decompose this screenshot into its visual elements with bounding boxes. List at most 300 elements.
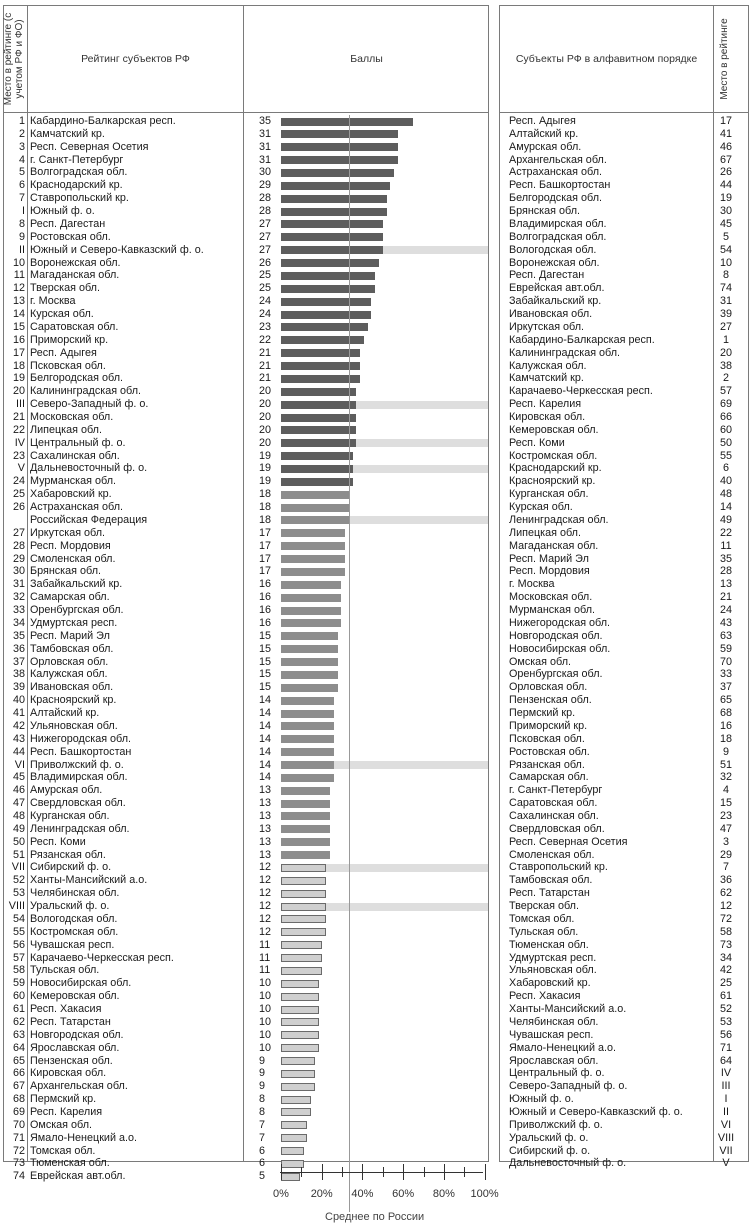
row-score: 17	[259, 539, 272, 552]
alpha-list-item	[0, 810, 756, 823]
axis-minor-tick	[424, 1167, 425, 1177]
row-score: 15	[259, 629, 272, 642]
row-score: 12	[259, 912, 272, 925]
row-score: 10	[259, 977, 272, 990]
row-rank: 73	[12, 1157, 25, 1170]
row-score: 15	[259, 655, 272, 668]
row-name: Саратовская обл.	[30, 320, 119, 333]
row-rank: 41	[12, 707, 25, 720]
row-score: 18	[259, 501, 272, 514]
row-rank: 5	[18, 166, 25, 179]
row-score: 7	[259, 1131, 266, 1144]
alpha-name: Смоленская обл.	[509, 848, 595, 861]
row-name: Ленинградская обл.	[30, 822, 130, 835]
axis-tick-label: 40%	[351, 1188, 374, 1200]
alpha-rank: 39	[719, 308, 732, 321]
row-score: 21	[259, 346, 272, 359]
alpha-name: Московская обл.	[509, 591, 593, 604]
alpha-list-item	[0, 411, 756, 424]
alpha-name: Ямало-Ненецкий а.о.	[509, 1041, 616, 1054]
alpha-rank: 36	[719, 874, 732, 887]
row-score: 10	[259, 1003, 272, 1016]
row-rank: 54	[12, 912, 25, 925]
row-score: 19	[259, 475, 272, 488]
row-rank: 29	[12, 552, 25, 565]
alpha-name: Калининградская обл.	[509, 346, 621, 359]
alpha-list-item	[0, 887, 756, 900]
row-rank: 10	[12, 256, 25, 269]
alpha-list-item	[0, 733, 756, 746]
alpha-rank: 73	[719, 938, 732, 951]
row-name: Респ. Дагестан	[30, 217, 106, 230]
alpha-rank: 72	[719, 912, 732, 925]
row-score: 23	[259, 320, 272, 333]
row-rank: 16	[12, 333, 25, 346]
axis-minor-tick	[301, 1167, 302, 1177]
row-score: 11	[259, 938, 271, 951]
row-rank: 11	[13, 269, 25, 282]
row-rank: 8	[18, 217, 25, 230]
alpha-name: Приморский кр.	[509, 719, 588, 732]
score-bar	[281, 1173, 300, 1181]
alpha-rank: III	[721, 1080, 731, 1093]
alpha-list-item	[0, 231, 756, 244]
row-rank: 50	[12, 835, 25, 848]
row-rank: 66	[12, 1067, 25, 1080]
row-score: 28	[259, 192, 272, 205]
row-score: 13	[259, 835, 272, 848]
alpha-list-item	[0, 591, 756, 604]
row-rank: 68	[12, 1093, 25, 1106]
alpha-rank: 74	[719, 282, 732, 295]
alpha-name: Тверская обл.	[509, 900, 579, 913]
alpha-name: Респ. Дагестан	[509, 269, 585, 282]
alpha-name: Чувашская респ.	[509, 1028, 594, 1041]
row-rank: 31	[12, 578, 25, 591]
row-name: Липецкая обл.	[30, 423, 102, 436]
row-score: 21	[259, 359, 272, 372]
row-rank: 60	[12, 990, 25, 1003]
alpha-list-item	[0, 746, 756, 759]
alpha-name: Хабаровский кр.	[509, 977, 591, 990]
row-name: Оренбургская обл.	[30, 604, 124, 617]
row-name: Краснодарский кр.	[30, 179, 123, 192]
row-name: Ульяновская обл.	[30, 719, 118, 732]
alpha-name: Тульская обл.	[509, 925, 579, 938]
row-score: 14	[259, 745, 272, 758]
alpha-name: Удмуртская респ.	[509, 951, 597, 964]
alpha-list-item	[0, 450, 756, 463]
alpha-name: Респ. Мордовия	[509, 565, 590, 578]
row-rank: 42	[12, 719, 25, 732]
row-score: 26	[259, 256, 272, 269]
header-alpha-place: Место в рейтинге	[719, 18, 730, 100]
row-score: 19	[259, 462, 272, 475]
alpha-list-item	[0, 488, 756, 501]
row-rank: 40	[12, 694, 25, 707]
alpha-rank: 69	[719, 398, 732, 411]
axis-tick-label: 80%	[432, 1188, 455, 1200]
row-rank: 2	[18, 127, 25, 140]
axis-tick-label: 60%	[392, 1188, 415, 1200]
alpha-name: Центральный ф. о.	[509, 1067, 605, 1080]
row-name: Респ. Хакасия	[30, 1003, 102, 1016]
alpha-list-item	[0, 1145, 756, 1158]
row-name: Российская Федерация	[30, 513, 148, 526]
alpha-name: Южный ф. о.	[509, 1093, 574, 1106]
alpha-list-item	[0, 385, 756, 398]
alpha-name: Орловская обл.	[509, 681, 588, 694]
header-place: Место в рейтинге (с учетом РФ и ФО)	[3, 12, 25, 106]
header-divider-left	[3, 112, 489, 113]
alpha-name: Псковская обл.	[509, 732, 585, 745]
row-name: Омская обл.	[30, 1118, 93, 1131]
row-score: 13	[259, 848, 272, 861]
row-score: 24	[259, 308, 272, 321]
row-score: 28	[259, 205, 272, 218]
alpha-name: Ханты-Мансийский а.о.	[509, 1003, 627, 1016]
row-name: Иркутская обл.	[30, 526, 106, 539]
alpha-list-item	[0, 656, 756, 669]
alpha-list-item	[0, 784, 756, 797]
row-score: 22	[259, 333, 272, 346]
alpha-list-item	[0, 643, 756, 656]
alpha-list-item	[0, 823, 756, 836]
alpha-rank: 53	[719, 1015, 732, 1028]
row-rank: 18	[12, 359, 25, 372]
row-name: Алтайский кр.	[30, 707, 100, 720]
alpha-list-item	[0, 861, 756, 874]
row-score: 10	[259, 1015, 272, 1028]
alpha-list-item	[0, 694, 756, 707]
row-score: 14	[259, 694, 272, 707]
alpha-list-item	[0, 334, 756, 347]
alpha-name: Респ. Коми	[509, 436, 565, 449]
row-name: Орловская обл.	[30, 655, 109, 668]
alpha-name: Томская обл.	[509, 912, 575, 925]
alpha-name: Респ. Адыгея	[509, 115, 576, 127]
alpha-name: Респ. Татарстан	[509, 887, 590, 900]
row-rank: 65	[12, 1054, 25, 1067]
alpha-rank: 15	[719, 797, 732, 810]
alpha-rank: 35	[719, 552, 732, 565]
alpha-name: Камчатский кр.	[509, 372, 584, 385]
alpha-name: Нижегородская обл.	[509, 616, 611, 629]
alpha-name: Кабардино-Балкарская респ.	[509, 333, 655, 346]
alpha-name: Ивановская обл.	[509, 308, 593, 321]
row-rank: 21	[12, 411, 25, 423]
alpha-rank: 46	[719, 140, 732, 153]
alpha-name: Магаданская обл.	[509, 539, 599, 552]
alpha-rank: 1	[722, 333, 729, 346]
row-rank: IV	[14, 436, 25, 449]
alpha-rank: 44	[719, 179, 732, 192]
row-score: 14	[259, 732, 272, 745]
row-name: Тверская обл.	[30, 282, 100, 295]
row-score: 20	[259, 411, 272, 423]
row-rank: 22	[12, 423, 25, 436]
alpha-list-item	[0, 514, 756, 527]
axis-minor-tick	[464, 1167, 465, 1177]
row-score: 9	[259, 1080, 266, 1093]
row-name: Астраханская обл.	[30, 501, 124, 514]
row-name: Пензенская обл.	[30, 1054, 113, 1067]
alpha-name: Карачаево-Черкесская респ.	[509, 385, 653, 398]
alpha-list-item	[0, 617, 756, 630]
row-rank: 13	[12, 295, 25, 308]
alpha-name: Рязанская обл.	[509, 758, 585, 771]
row-name: Ставропольский кр.	[30, 192, 129, 205]
alpha-list-item	[0, 913, 756, 926]
average-caption: Среднее по России	[325, 1211, 425, 1223]
alpha-name: Красноярский кр.	[509, 475, 596, 488]
alpha-list-item	[0, 1106, 756, 1119]
row-name: Сибирский ф. о.	[30, 861, 112, 874]
alpha-list-item	[0, 360, 756, 373]
row-score: 19	[259, 449, 272, 462]
row-name: Ямало-Ненецкий а.о.	[30, 1131, 137, 1144]
row-rank: 4	[18, 153, 25, 166]
row-rank: 1	[18, 115, 25, 127]
alpha-list-item	[0, 939, 756, 952]
row-rank: 38	[12, 668, 25, 681]
row-rank: 49	[12, 822, 25, 835]
alpha-rank: 22	[719, 526, 732, 539]
header-divider-right	[499, 112, 749, 113]
row-score: 20	[259, 385, 272, 398]
row-rank: 15	[12, 320, 25, 333]
alpha-list-item	[0, 1055, 756, 1068]
alpha-rank: 61	[719, 990, 732, 1003]
row-score: 25	[259, 282, 272, 295]
row-rank: 56	[12, 938, 25, 951]
row-name: Калужская обл.	[30, 668, 108, 681]
alpha-rank: 49	[719, 513, 732, 526]
alpha-rank: 45	[719, 217, 732, 230]
row-rank: II	[19, 243, 25, 256]
alpha-name: Ярославская обл.	[509, 1054, 599, 1067]
row-name: Белгородская обл.	[30, 372, 124, 385]
alpha-rank: II	[723, 1105, 729, 1118]
alpha-name: г. Москва	[509, 578, 555, 591]
row-name: Удмуртская респ.	[30, 616, 118, 629]
alpha-list-item	[0, 269, 756, 282]
alpha-rank: 66	[719, 411, 732, 423]
row-rank: 45	[12, 771, 25, 784]
alpha-rank: 64	[719, 1054, 732, 1067]
row-rank: 55	[12, 925, 25, 938]
row-score: 13	[259, 784, 272, 797]
alpha-rank: 58	[719, 925, 732, 938]
alpha-rank: 30	[719, 205, 732, 218]
row-name: Респ. Карелия	[30, 1105, 103, 1118]
alpha-rank: 62	[719, 887, 732, 900]
alpha-list-item	[0, 141, 756, 154]
row-rank: VIII	[8, 900, 25, 913]
row-name: Курская обл.	[30, 308, 94, 321]
axis-tick-label: 100%	[470, 1188, 499, 1200]
row-name: Респ. Адыгея	[30, 346, 97, 359]
alpha-list-item	[0, 257, 756, 270]
axis-tick-label: 0%	[273, 1188, 289, 1200]
alpha-rank: VIII	[717, 1131, 735, 1144]
row-rank: 57	[12, 951, 25, 964]
row-name: Курганская обл.	[30, 809, 110, 822]
alpha-list-item	[0, 990, 756, 1003]
row-name: Сахалинская обл.	[30, 449, 120, 462]
alpha-name: Еврейская авт.обл.	[509, 282, 605, 295]
row-rank: 36	[12, 642, 25, 655]
alpha-name: Краснодарский кр.	[509, 462, 602, 475]
alpha-rank: 43	[719, 616, 732, 629]
alpha-list-item	[0, 578, 756, 591]
alpha-name: Ленинградская обл.	[509, 513, 609, 526]
row-name: Тюменская обл.	[30, 1157, 110, 1170]
alpha-rank: 31	[719, 295, 732, 308]
alpha-list-item	[0, 797, 756, 810]
row-score: 5	[259, 1170, 266, 1183]
alpha-name: Южный и Северо-Кавказский ф. о.	[509, 1105, 683, 1118]
row-rank: 9	[18, 230, 25, 243]
alpha-rank: 18	[719, 732, 732, 745]
row-name: Чувашская респ.	[30, 938, 115, 951]
header-score: Баллы	[350, 52, 383, 65]
row-name: Смоленская обл.	[30, 552, 116, 565]
row-name: Московская обл.	[30, 411, 114, 423]
alpha-name: Архангельская обл.	[509, 153, 607, 166]
row-name: Центральный ф. о.	[30, 436, 126, 449]
alpha-list-item	[0, 501, 756, 514]
row-rank: 44	[12, 745, 25, 758]
alpha-list-item	[0, 1003, 756, 1016]
row-score: 20	[259, 398, 272, 411]
alpha-name: Респ. Марий Эл	[509, 552, 589, 565]
row-score: 13	[259, 809, 272, 822]
row-rank: VI	[14, 758, 25, 771]
alpha-name: г. Санкт-Петербург	[509, 784, 603, 797]
row-name: Тамбовская обл.	[30, 642, 114, 655]
row-rank: 63	[12, 1028, 25, 1041]
axis-line	[280, 1172, 483, 1173]
alpha-name: Саратовская обл.	[509, 797, 598, 810]
row-rank: 46	[12, 784, 25, 797]
row-name: Респ. Северная Осетия	[30, 140, 149, 153]
row-rank: 19	[12, 372, 25, 385]
row-score: 20	[259, 423, 272, 436]
alpha-rank: 63	[719, 629, 732, 642]
row-score: 16	[259, 616, 272, 629]
axis-major-tick	[403, 1164, 404, 1180]
row-score: 12	[259, 887, 272, 900]
alpha-rank: 65	[719, 694, 732, 707]
alpha-list-item	[0, 849, 756, 862]
alpha-name: Тюменская обл.	[509, 938, 589, 951]
row-score: 17	[259, 552, 272, 565]
alpha-name: Алтайский кр.	[509, 127, 579, 140]
alpha-name: Курская обл.	[509, 501, 573, 514]
alpha-rank: 11	[720, 539, 732, 552]
row-score: 12	[259, 900, 272, 913]
row-name: Респ. Татарстан	[30, 1015, 111, 1028]
alpha-rank: 51	[719, 758, 732, 771]
row-name: Псковская обл.	[30, 359, 106, 372]
alpha-name: Ростовская обл.	[509, 745, 590, 758]
row-rank: 39	[12, 681, 25, 694]
row-rank: 14	[12, 308, 25, 321]
alpha-rank: 2	[722, 372, 729, 385]
row-rank: 53	[12, 887, 25, 900]
alpha-name: Респ. Северная Осетия	[509, 835, 628, 848]
row-name: Приморский кр.	[30, 333, 109, 346]
alpha-rank: 7	[722, 861, 729, 874]
axis-major-tick	[322, 1164, 323, 1180]
alpha-rank: 17	[719, 115, 732, 127]
row-name: Северо-Западный ф. о.	[30, 398, 149, 411]
alpha-list-item	[0, 308, 756, 321]
row-rank: 43	[12, 732, 25, 745]
alpha-rank: 12	[719, 900, 732, 913]
row-name: Воронежская обл.	[30, 256, 121, 269]
alpha-list-item	[0, 771, 756, 784]
row-name: Уральский ф. о.	[30, 900, 110, 913]
alpha-name: Липецкая обл.	[509, 526, 581, 539]
alpha-rank: 70	[719, 655, 732, 668]
alpha-rank: 55	[719, 449, 732, 462]
axis-tick-label: 20%	[310, 1188, 333, 1200]
alpha-list-item	[0, 836, 756, 849]
row-name: Костромская обл.	[30, 925, 119, 938]
alpha-rank: 40	[719, 475, 732, 488]
row-name: Мурманская обл.	[30, 475, 117, 488]
row-name: Красноярский кр.	[30, 694, 117, 707]
alpha-list-item	[0, 179, 756, 192]
alpha-rank: 60	[719, 423, 732, 436]
row-name: г. Москва	[30, 295, 76, 308]
alpha-name: Уральский ф. о.	[509, 1131, 589, 1144]
alpha-rank: 42	[719, 964, 732, 977]
row-score: 14	[259, 771, 272, 784]
row-rank: I	[22, 205, 25, 218]
row-rank: 35	[12, 629, 25, 642]
alpha-name: Курганская обл.	[509, 488, 589, 501]
row-score: 10	[259, 1041, 272, 1054]
alpha-list-item	[0, 166, 756, 179]
row-score: 15	[259, 642, 272, 655]
alpha-list-item	[0, 1042, 756, 1055]
row-name: Брянская обл.	[30, 565, 101, 578]
alpha-list-item	[0, 553, 756, 566]
alpha-name: Кировская обл.	[509, 411, 586, 423]
alpha-list-item	[0, 1067, 756, 1080]
alpha-name: Белгородская обл.	[509, 192, 603, 205]
alpha-rank: 50	[719, 436, 732, 449]
alpha-list-item	[0, 720, 756, 733]
row-name: Новгородская обл.	[30, 1028, 124, 1041]
row-rank: 32	[12, 591, 25, 604]
alpha-list-item	[0, 437, 756, 450]
row-score: 8	[259, 1105, 266, 1118]
alpha-rank: VII	[719, 1144, 733, 1157]
row-score: 10	[259, 990, 272, 1003]
alpha-name: Владимирская обл.	[509, 217, 607, 230]
row-rank: 17	[12, 346, 25, 359]
alpha-list-item	[0, 372, 756, 385]
row-score: 35	[259, 115, 272, 127]
alpha-rank: 6	[722, 462, 729, 475]
alpha-name: Иркутская обл.	[509, 320, 585, 333]
row-name: Тульская обл.	[30, 964, 100, 977]
row-score: 13	[259, 822, 272, 835]
